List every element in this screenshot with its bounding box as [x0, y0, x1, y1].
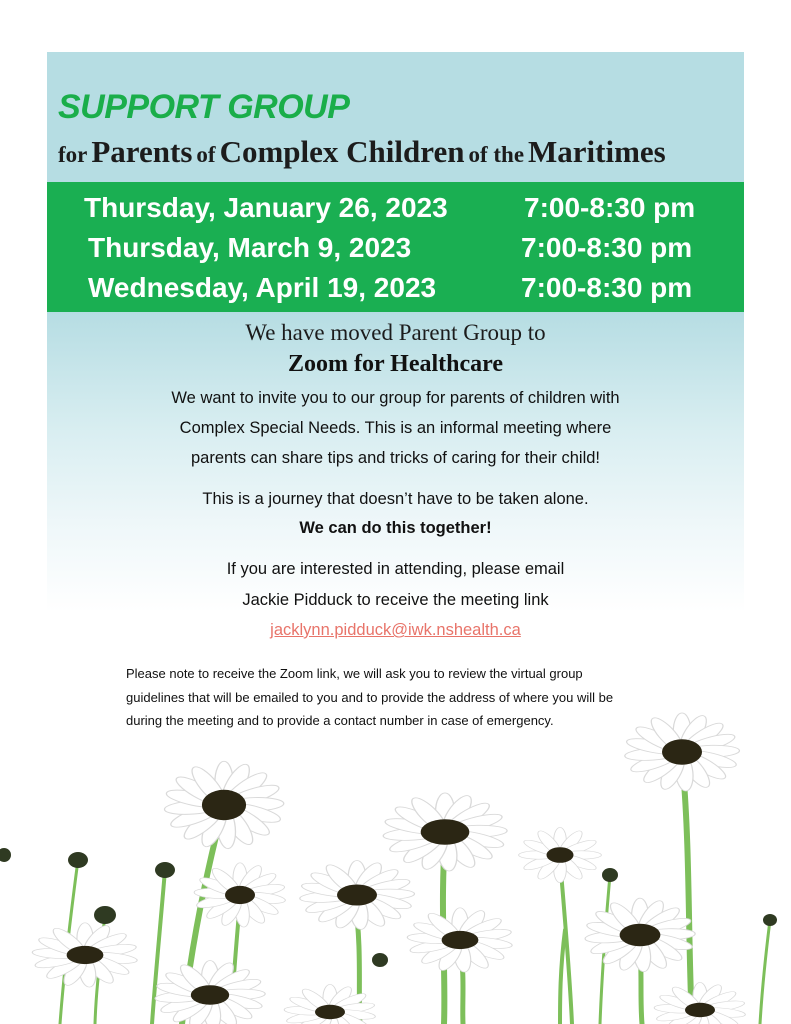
session-time: 7:00-8:30 pm	[524, 192, 696, 223]
session-date: Wednesday, April 19, 2023	[88, 272, 437, 303]
zoom-note	[126, 662, 686, 733]
session-date: Thursday, January 26, 2023	[84, 192, 448, 223]
journey-tagline: We can do this together!	[299, 519, 492, 537]
session-row	[47, 272, 744, 312]
platform-name: Zoom for Healthcare	[287, 351, 504, 377]
subtitle-of-the: of the	[468, 142, 525, 167]
session-time: 7:00-8:30 pm	[521, 272, 693, 303]
title-block	[47, 52, 744, 182]
session-date: Thursday, March 9, 2023	[88, 232, 412, 263]
note-line: guidelines that will be emailed to you and to provide the address of where you will be	[126, 689, 614, 705]
moved-announcement: We have moved Parent Group to	[245, 320, 546, 345]
contact-email-link[interactable]: jacklynn.pidduck@iwk.nshealth.ca	[270, 621, 521, 639]
invite-line: Complex Special Needs. This is an informal meeting where	[179, 419, 612, 437]
note-line: Please note to receive the Zoom link, we will ask you to review the virtual group	[126, 666, 583, 681]
subtitle-for: for	[58, 142, 88, 167]
note-line: during the meeting and to provide a contact number in case of emergency.	[126, 713, 554, 728]
session-dates-band	[47, 182, 744, 312]
journey-line: This is a journey that doesn’t have to be taken alone.	[202, 490, 589, 508]
subtitle-parents: Parents	[91, 134, 193, 169]
page-subtitle	[58, 134, 666, 170]
session-row	[47, 232, 744, 272]
contact-line: Jackie Pidduck to receive the meeting link	[242, 591, 549, 609]
flyer	[47, 52, 744, 1024]
page-title: SUPPORT GROUP	[58, 88, 350, 126]
session-row	[47, 192, 744, 232]
subtitle-of: of	[196, 142, 216, 167]
invite-line: parents can share tips and tricks of caring for their child!	[190, 449, 601, 467]
contact-line: If you are interested in attending, please email	[226, 560, 565, 578]
email-line	[47, 621, 744, 640]
subtitle-complex-children: Complex Children	[219, 134, 465, 169]
session-time: 7:00-8:30 pm	[521, 232, 693, 263]
subtitle-maritimes: Maritimes	[528, 134, 666, 169]
invite-line: We want to invite you to our group for parents of children with	[171, 389, 620, 407]
